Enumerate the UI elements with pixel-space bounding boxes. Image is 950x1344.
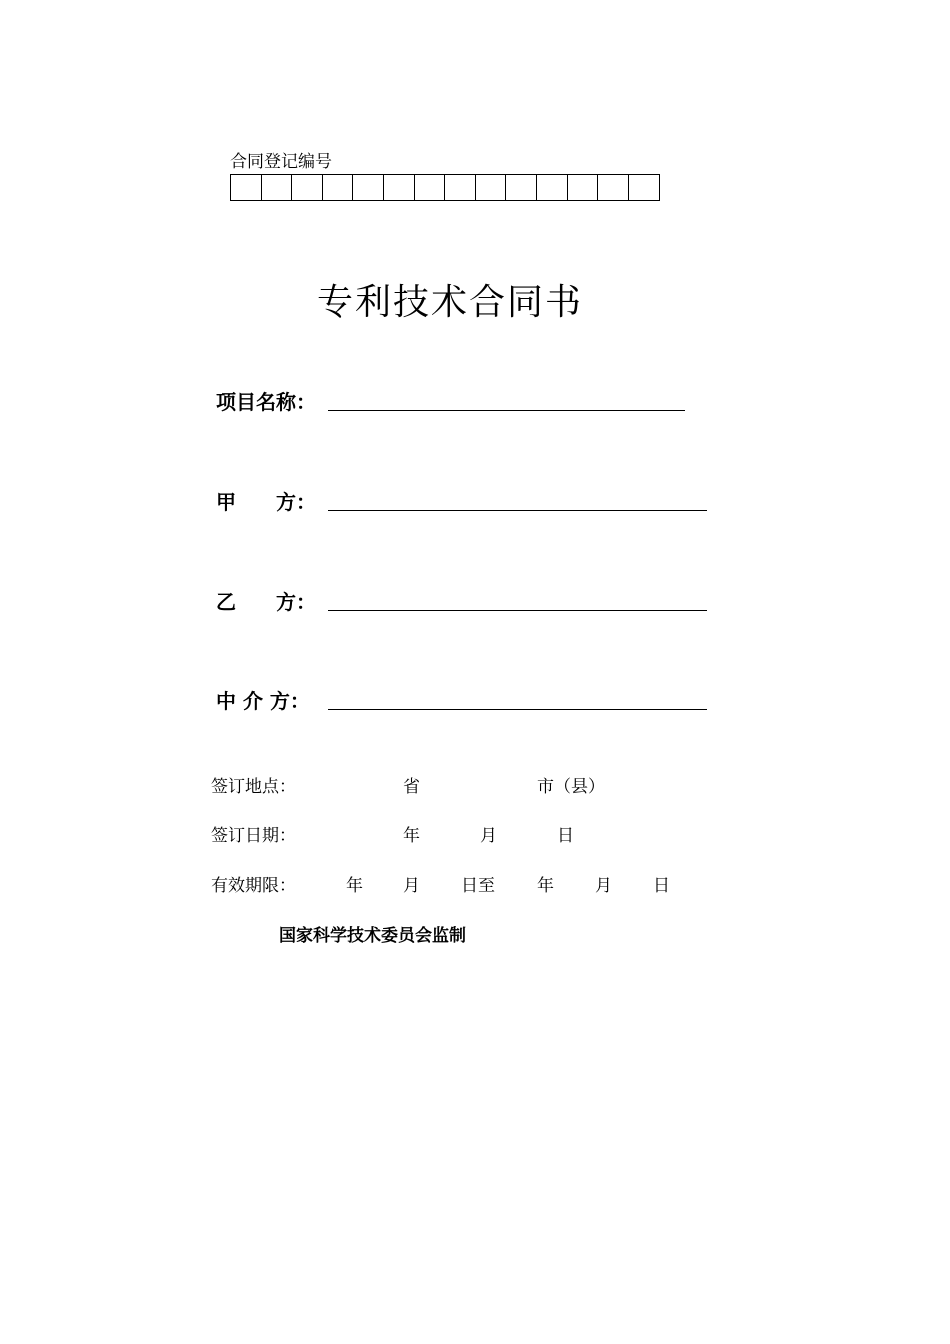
project-name-blank[interactable]	[328, 410, 685, 411]
registration-digit-box[interactable]	[353, 175, 384, 200]
validity-start-month-unit: 月	[403, 876, 420, 896]
validity-end-day-unit: 日	[653, 876, 670, 896]
signing-date-label: 签订日期：	[211, 826, 296, 846]
registration-digit-box[interactable]	[384, 175, 415, 200]
signing-place-label: 签订地点：	[211, 777, 296, 797]
registration-digit-box[interactable]	[506, 175, 537, 200]
intermediary-blank[interactable]	[328, 709, 707, 710]
registration-digit-box[interactable]	[598, 175, 629, 200]
intermediary-label: 中 介 方：	[216, 689, 310, 713]
party-b-label: 乙 方：	[216, 590, 316, 614]
date-month-unit: 月	[480, 826, 497, 846]
document-title: 专利技术合同书	[316, 282, 583, 323]
registration-digit-box[interactable]	[476, 175, 507, 200]
validity-start-year-unit: 年	[346, 876, 363, 896]
registration-number-boxes[interactable]	[230, 174, 660, 201]
validity-start-day-to: 日至	[461, 876, 495, 896]
registration-digit-box[interactable]	[292, 175, 323, 200]
date-day-unit: 日	[557, 826, 574, 846]
registration-number-label: 合同登记编号	[230, 152, 332, 172]
registration-digit-box[interactable]	[231, 175, 262, 200]
registration-digit-box[interactable]	[445, 175, 476, 200]
supervisor-note: 国家科学技术委员会监制	[279, 926, 466, 946]
registration-digit-box[interactable]	[537, 175, 568, 200]
province-unit: 省	[403, 777, 420, 797]
party-b-blank[interactable]	[328, 610, 707, 611]
validity-end-year-unit: 年	[537, 876, 554, 896]
validity-period-label: 有效期限：	[211, 876, 296, 896]
registration-digit-box[interactable]	[262, 175, 293, 200]
party-a-blank[interactable]	[328, 510, 707, 511]
date-year-unit: 年	[403, 826, 420, 846]
registration-digit-box[interactable]	[629, 175, 660, 200]
registration-digit-box[interactable]	[323, 175, 354, 200]
party-a-label: 甲 方：	[216, 490, 316, 514]
registration-digit-box[interactable]	[415, 175, 446, 200]
project-name-label: 项目名称：	[216, 390, 316, 414]
validity-end-month-unit: 月	[595, 876, 612, 896]
city-county-unit: 市（县）	[537, 777, 605, 797]
registration-digit-box[interactable]	[568, 175, 599, 200]
